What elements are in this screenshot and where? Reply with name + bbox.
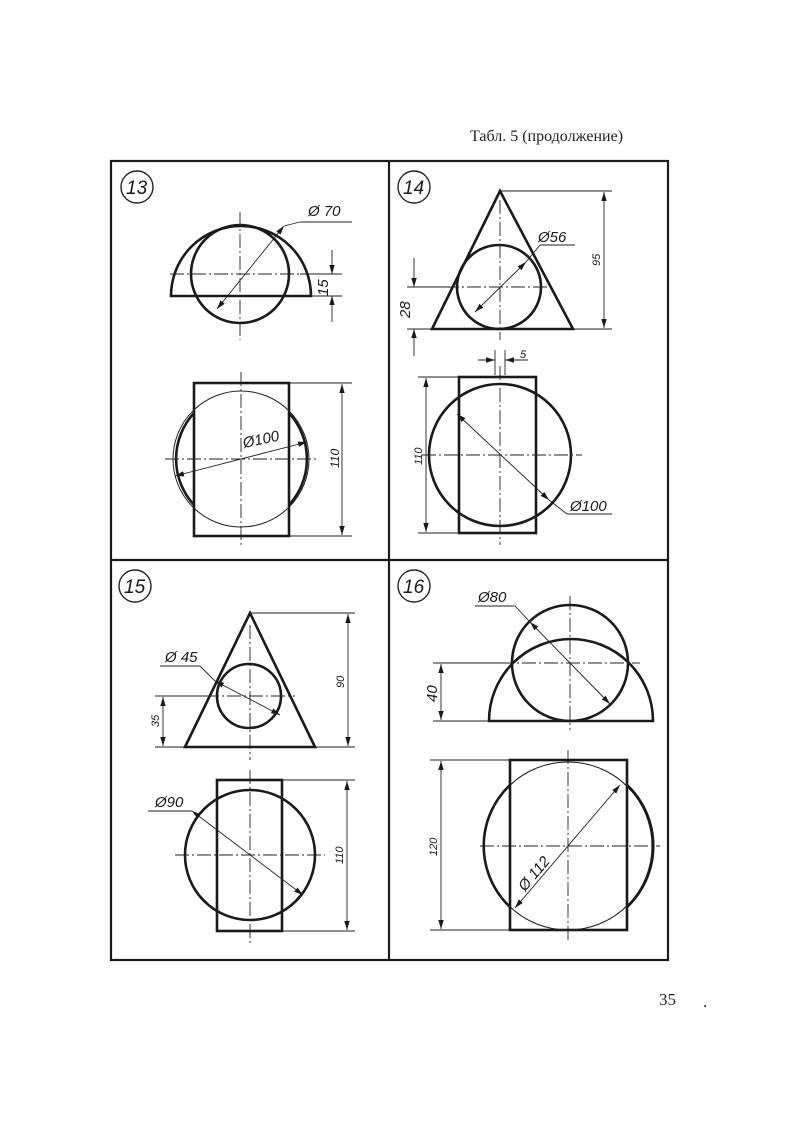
dim-bottom-circle: Ø100 <box>241 427 281 452</box>
variant-15 <box>119 570 355 943</box>
dim-bottom-height: 120 <box>428 837 440 856</box>
dim-bottom-circle: Ø 112 <box>515 853 554 895</box>
dim-height-total: 90 <box>335 675 347 688</box>
variant-number: 14 <box>403 178 425 199</box>
variant-14 <box>397 171 612 545</box>
dim-bottom-height: 110 <box>334 846 346 864</box>
page-number: 35 <box>659 990 676 1009</box>
variant-16 <box>398 570 660 942</box>
dim-top-circle: Ø 70 <box>308 203 341 220</box>
variant-number: 13 <box>126 178 148 199</box>
dim-top-circle: Ø 45 <box>165 649 198 666</box>
dim-bottom-height: 110 <box>328 448 342 468</box>
dim-height-small: 35 <box>150 714 162 727</box>
table-frame <box>111 161 668 960</box>
dim-bottom-circle: Ø90 <box>155 794 184 811</box>
dim-width: 5 <box>520 349 527 361</box>
dim-height: 15 <box>315 279 332 296</box>
dim-top-circle: Ø56 <box>538 229 567 246</box>
dim-height-small: 28 <box>397 301 414 318</box>
variant-number: 16 <box>403 577 425 598</box>
variant-number: 15 <box>124 577 146 598</box>
dim-bottom-height: 110 <box>413 447 425 465</box>
dim-height: 40 <box>424 685 441 702</box>
dim-height-total: 95 <box>591 253 603 266</box>
dim-top-circle: Ø80 <box>478 589 507 606</box>
page-dot: . <box>703 992 708 1011</box>
variant-13 <box>121 171 352 548</box>
dim-bottom-circle: Ø100 <box>570 498 607 515</box>
table-caption: Табл. 5 (продолжение) <box>470 128 624 145</box>
